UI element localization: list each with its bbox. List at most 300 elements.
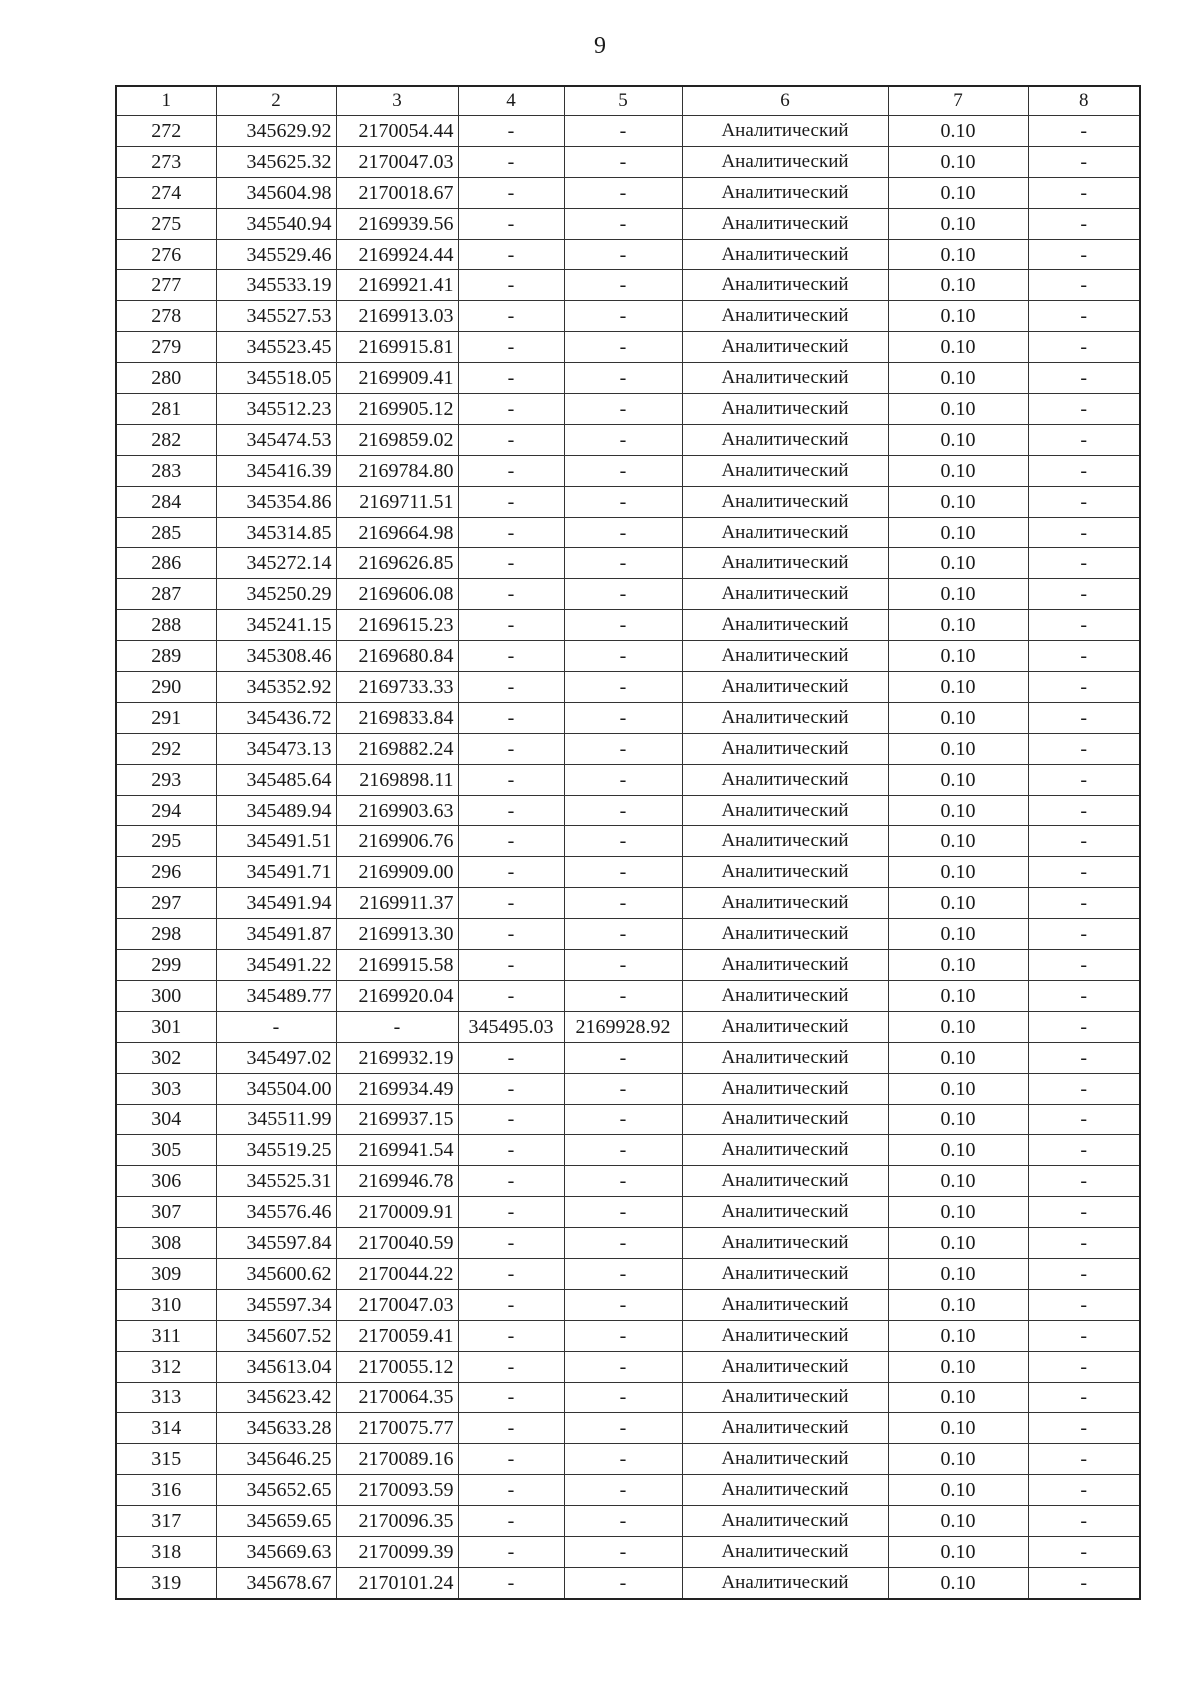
cell-y-coordinate-alt: - [564, 1042, 682, 1073]
cell-accuracy: 0.10 [888, 517, 1028, 548]
cell-x-coordinate: 345314.85 [216, 517, 336, 548]
cell-y-coordinate: 2170018.67 [336, 177, 458, 208]
cell-accuracy: 0.10 [888, 1228, 1028, 1259]
cell-y-coordinate: 2169606.08 [336, 579, 458, 610]
cell-accuracy: 0.10 [888, 301, 1028, 332]
cell-accuracy: 0.10 [888, 980, 1028, 1011]
cell-x-coordinate-alt: - [458, 177, 564, 208]
cell-note: - [1028, 1104, 1140, 1135]
cell-method: Аналитический [682, 1413, 888, 1444]
cell-x-coordinate: 345491.94 [216, 888, 336, 919]
cell-accuracy: 0.10 [888, 270, 1028, 301]
cell-y-coordinate: 2169733.33 [336, 672, 458, 703]
cell-y-coordinate: 2170059.41 [336, 1320, 458, 1351]
table-row [116, 1382, 1140, 1413]
cell-y-coordinate-alt: - [564, 1506, 682, 1537]
cell-y-coordinate-alt: - [564, 641, 682, 672]
table-row [116, 1228, 1140, 1259]
cell-x-coordinate-alt: - [458, 980, 564, 1011]
cell-note: - [1028, 548, 1140, 579]
cell-point-number: 319 [116, 1567, 216, 1598]
cell-method: Аналитический [682, 332, 888, 363]
header-row [116, 86, 1140, 116]
cell-x-coordinate-alt: - [458, 672, 564, 703]
cell-x-coordinate-alt: - [458, 1228, 564, 1259]
cell-x-coordinate-alt: - [458, 424, 564, 455]
cell-x-coordinate-alt: - [458, 857, 564, 888]
cell-point-number: 316 [116, 1475, 216, 1506]
cell-x-coordinate: 345491.71 [216, 857, 336, 888]
cell-y-coordinate-alt: - [564, 1104, 682, 1135]
cell-method: Аналитический [682, 455, 888, 486]
cell-y-coordinate-alt: - [564, 270, 682, 301]
cell-y-coordinate-alt: - [564, 517, 682, 548]
table-row [116, 857, 1140, 888]
cell-point-number: 277 [116, 270, 216, 301]
cell-y-coordinate: 2169711.51 [336, 486, 458, 517]
cell-x-coordinate-alt: - [458, 1258, 564, 1289]
cell-y-coordinate: 2170089.16 [336, 1444, 458, 1475]
cell-accuracy: 0.10 [888, 702, 1028, 733]
cell-x-coordinate: 345646.25 [216, 1444, 336, 1475]
header-col-1: 1 [116, 86, 216, 116]
cell-x-coordinate-alt: - [458, 455, 564, 486]
cell-x-coordinate-alt: - [458, 826, 564, 857]
table-row [116, 239, 1140, 270]
cell-accuracy: 0.10 [888, 208, 1028, 239]
table-row [116, 1289, 1140, 1320]
cell-method: Аналитический [682, 239, 888, 270]
cell-method: Аналитический [682, 517, 888, 548]
table-row [116, 919, 1140, 950]
cell-y-coordinate-alt: - [564, 919, 682, 950]
cell-point-number: 318 [116, 1536, 216, 1567]
cell-accuracy: 0.10 [888, 548, 1028, 579]
cell-y-coordinate: 2169898.11 [336, 764, 458, 795]
cell-note: - [1028, 1413, 1140, 1444]
cell-method: Аналитический [682, 1382, 888, 1413]
table-row [116, 764, 1140, 795]
cell-point-number: 299 [116, 950, 216, 981]
cell-accuracy: 0.10 [888, 672, 1028, 703]
cell-accuracy: 0.10 [888, 424, 1028, 455]
cell-method: Аналитический [682, 950, 888, 981]
cell-y-coordinate-alt: - [564, 1166, 682, 1197]
cell-y-coordinate: 2170044.22 [336, 1258, 458, 1289]
cell-point-number: 276 [116, 239, 216, 270]
cell-method: Аналитический [682, 146, 888, 177]
cell-method: Аналитический [682, 1351, 888, 1382]
cell-note: - [1028, 332, 1140, 363]
cell-x-coordinate-alt: - [458, 1413, 564, 1444]
cell-point-number: 302 [116, 1042, 216, 1073]
cell-point-number: 293 [116, 764, 216, 795]
cell-method: Аналитический [682, 1135, 888, 1166]
cell-x-coordinate-alt: - [458, 1042, 564, 1073]
table-row [116, 1073, 1140, 1104]
cell-note: - [1028, 579, 1140, 610]
cell-x-coordinate-alt: - [458, 579, 564, 610]
table-row [116, 1042, 1140, 1073]
cell-y-coordinate: 2170093.59 [336, 1475, 458, 1506]
cell-x-coordinate-alt: - [458, 1382, 564, 1413]
cell-accuracy: 0.10 [888, 239, 1028, 270]
cell-x-coordinate: 345416.39 [216, 455, 336, 486]
cell-method: Аналитический [682, 1475, 888, 1506]
table-row [116, 1567, 1140, 1598]
table-row [116, 826, 1140, 857]
cell-y-coordinate: 2169859.02 [336, 424, 458, 455]
cell-y-coordinate-alt: - [564, 239, 682, 270]
cell-method: Аналитический [682, 1320, 888, 1351]
cell-point-number: 285 [116, 517, 216, 548]
cell-point-number: 281 [116, 394, 216, 425]
cell-x-coordinate-alt: - [458, 795, 564, 826]
cell-x-coordinate: 345436.72 [216, 702, 336, 733]
cell-method: Аналитический [682, 764, 888, 795]
cell-x-coordinate: 345613.04 [216, 1351, 336, 1382]
cell-accuracy: 0.10 [888, 146, 1028, 177]
cell-y-coordinate-alt: - [564, 548, 682, 579]
cell-y-coordinate-alt: - [564, 486, 682, 517]
cell-method: Аналитический [682, 579, 888, 610]
cell-note: - [1028, 795, 1140, 826]
cell-y-coordinate: 2170064.35 [336, 1382, 458, 1413]
cell-x-coordinate: 345354.86 [216, 486, 336, 517]
cell-point-number: 284 [116, 486, 216, 517]
cell-y-coordinate: 2170054.44 [336, 116, 458, 147]
cell-point-number: 278 [116, 301, 216, 332]
cell-point-number: 296 [116, 857, 216, 888]
cell-x-coordinate: 345489.77 [216, 980, 336, 1011]
cell-method: Аналитический [682, 795, 888, 826]
table-row [116, 177, 1140, 208]
table-row [116, 1104, 1140, 1135]
cell-x-coordinate-alt: - [458, 548, 564, 579]
table-row [116, 455, 1140, 486]
cell-point-number: 272 [116, 116, 216, 147]
cell-note: - [1028, 1073, 1140, 1104]
cell-y-coordinate: 2169913.03 [336, 301, 458, 332]
cell-y-coordinate-alt: - [564, 950, 682, 981]
coordinates-table [115, 85, 1141, 1600]
cell-accuracy: 0.10 [888, 332, 1028, 363]
cell-y-coordinate: 2169924.44 [336, 239, 458, 270]
cell-point-number: 282 [116, 424, 216, 455]
header-col-7: 7 [888, 86, 1028, 116]
cell-point-number: 291 [116, 702, 216, 733]
cell-note: - [1028, 239, 1140, 270]
table-row [116, 1413, 1140, 1444]
cell-x-coordinate: 345250.29 [216, 579, 336, 610]
cell-y-coordinate-alt: - [564, 1382, 682, 1413]
cell-accuracy: 0.10 [888, 950, 1028, 981]
header-col-6: 6 [682, 86, 888, 116]
cell-x-coordinate: 345308.46 [216, 641, 336, 672]
cell-y-coordinate: 2170055.12 [336, 1351, 458, 1382]
cell-y-coordinate-alt: - [564, 1258, 682, 1289]
cell-note: - [1028, 1506, 1140, 1537]
cell-point-number: 315 [116, 1444, 216, 1475]
cell-note: - [1028, 950, 1140, 981]
cell-accuracy: 0.10 [888, 1166, 1028, 1197]
cell-y-coordinate: 2169906.76 [336, 826, 458, 857]
cell-y-coordinate: 2169909.41 [336, 363, 458, 394]
cell-x-coordinate-alt: - [458, 332, 564, 363]
cell-note: - [1028, 1258, 1140, 1289]
cell-y-coordinate: 2169932.19 [336, 1042, 458, 1073]
cell-note: - [1028, 1228, 1140, 1259]
cell-method: Аналитический [682, 548, 888, 579]
cell-point-number: 275 [116, 208, 216, 239]
cell-x-coordinate: 345633.28 [216, 1413, 336, 1444]
cell-x-coordinate-alt: - [458, 363, 564, 394]
cell-x-coordinate: 345652.65 [216, 1475, 336, 1506]
cell-y-coordinate-alt: - [564, 363, 682, 394]
cell-accuracy: 0.10 [888, 579, 1028, 610]
cell-method: Аналитический [682, 1042, 888, 1073]
cell-x-coordinate: 345523.45 [216, 332, 336, 363]
cell-point-number: 273 [116, 146, 216, 177]
cell-method: Аналитический [682, 1444, 888, 1475]
cell-x-coordinate: 345597.84 [216, 1228, 336, 1259]
cell-x-coordinate-alt: - [458, 1073, 564, 1104]
cell-note: - [1028, 486, 1140, 517]
cell-accuracy: 0.10 [888, 919, 1028, 950]
cell-point-number: 279 [116, 332, 216, 363]
cell-x-coordinate-alt: - [458, 1444, 564, 1475]
cell-method: Аналитический [682, 888, 888, 919]
cell-point-number: 297 [116, 888, 216, 919]
table-row [116, 208, 1140, 239]
cell-point-number: 300 [116, 980, 216, 1011]
table-row [116, 517, 1140, 548]
cell-method: Аналитический [682, 1289, 888, 1320]
cell-y-coordinate-alt: - [564, 672, 682, 703]
cell-x-coordinate-alt: - [458, 1351, 564, 1382]
table-row [116, 1444, 1140, 1475]
cell-note: - [1028, 1444, 1140, 1475]
cell-accuracy: 0.10 [888, 1382, 1028, 1413]
cell-y-coordinate-alt: - [564, 1197, 682, 1228]
cell-x-coordinate: 345678.67 [216, 1567, 336, 1598]
cell-note: - [1028, 146, 1140, 177]
cell-y-coordinate: 2169664.98 [336, 517, 458, 548]
cell-y-coordinate-alt: - [564, 764, 682, 795]
cell-method: Аналитический [682, 826, 888, 857]
cell-accuracy: 0.10 [888, 826, 1028, 857]
cell-y-coordinate: 2169941.54 [336, 1135, 458, 1166]
cell-y-coordinate-alt: - [564, 177, 682, 208]
cell-y-coordinate: 2169909.00 [336, 857, 458, 888]
cell-y-coordinate-alt: - [564, 1228, 682, 1259]
cell-x-coordinate-alt: - [458, 1475, 564, 1506]
cell-note: - [1028, 363, 1140, 394]
cell-x-coordinate: 345659.65 [216, 1506, 336, 1537]
cell-y-coordinate: 2169934.49 [336, 1073, 458, 1104]
cell-point-number: 280 [116, 363, 216, 394]
cell-method: Аналитический [682, 610, 888, 641]
cell-accuracy: 0.10 [888, 1042, 1028, 1073]
cell-method: Аналитический [682, 672, 888, 703]
cell-accuracy: 0.10 [888, 857, 1028, 888]
table-row [116, 1011, 1140, 1042]
table-row [116, 486, 1140, 517]
cell-accuracy: 0.10 [888, 1135, 1028, 1166]
cell-method: Аналитический [682, 177, 888, 208]
cell-x-coordinate: 345485.64 [216, 764, 336, 795]
cell-method: Аналитический [682, 1567, 888, 1598]
cell-method: Аналитический [682, 980, 888, 1011]
cell-point-number: 286 [116, 548, 216, 579]
table-row [116, 672, 1140, 703]
cell-x-coordinate: 345491.22 [216, 950, 336, 981]
table-row [116, 733, 1140, 764]
cell-x-coordinate-alt: - [458, 270, 564, 301]
table-row [116, 950, 1140, 981]
cell-y-coordinate-alt: - [564, 795, 682, 826]
cell-y-coordinate-alt: - [564, 424, 682, 455]
cell-accuracy: 0.10 [888, 795, 1028, 826]
cell-x-coordinate: 345527.53 [216, 301, 336, 332]
table-row [116, 394, 1140, 425]
cell-x-coordinate: 345491.87 [216, 919, 336, 950]
cell-note: - [1028, 116, 1140, 147]
cell-method: Аналитический [682, 1073, 888, 1104]
cell-accuracy: 0.10 [888, 1444, 1028, 1475]
cell-point-number: 287 [116, 579, 216, 610]
cell-note: - [1028, 1536, 1140, 1567]
cell-accuracy: 0.10 [888, 455, 1028, 486]
cell-y-coordinate-alt: - [564, 1351, 682, 1382]
cell-y-coordinate: 2169882.24 [336, 733, 458, 764]
cell-x-coordinate-alt: - [458, 888, 564, 919]
cell-point-number: 298 [116, 919, 216, 950]
cell-accuracy: 0.10 [888, 1289, 1028, 1320]
cell-note: - [1028, 1351, 1140, 1382]
cell-accuracy: 0.10 [888, 764, 1028, 795]
cell-y-coordinate-alt: - [564, 1413, 682, 1444]
cell-point-number: 292 [116, 733, 216, 764]
cell-accuracy: 0.10 [888, 363, 1028, 394]
cell-y-coordinate: 2170075.77 [336, 1413, 458, 1444]
cell-point-number: 283 [116, 455, 216, 486]
cell-method: Аналитический [682, 301, 888, 332]
cell-x-coordinate-alt: - [458, 764, 564, 795]
cell-note: - [1028, 857, 1140, 888]
table-row [116, 1258, 1140, 1289]
cell-accuracy: 0.10 [888, 1413, 1028, 1444]
cell-y-coordinate-alt: - [564, 394, 682, 425]
cell-point-number: 309 [116, 1258, 216, 1289]
cell-accuracy: 0.10 [888, 1073, 1028, 1104]
cell-note: - [1028, 1320, 1140, 1351]
cell-x-coordinate-alt: - [458, 610, 564, 641]
cell-y-coordinate-alt: - [564, 733, 682, 764]
cell-method: Аналитический [682, 363, 888, 394]
cell-accuracy: 0.10 [888, 1567, 1028, 1598]
cell-note: - [1028, 1166, 1140, 1197]
table-row [116, 888, 1140, 919]
cell-x-coordinate-alt: - [458, 1166, 564, 1197]
cell-accuracy: 0.10 [888, 641, 1028, 672]
cell-x-coordinate-alt: - [458, 1289, 564, 1320]
cell-x-coordinate: 345607.52 [216, 1320, 336, 1351]
cell-note: - [1028, 270, 1140, 301]
cell-note: - [1028, 826, 1140, 857]
table-row [116, 301, 1140, 332]
table-row [116, 363, 1140, 394]
cell-x-coordinate: 345540.94 [216, 208, 336, 239]
cell-point-number: 301 [116, 1011, 216, 1042]
cell-y-coordinate-alt: - [564, 610, 682, 641]
cell-point-number: 306 [116, 1166, 216, 1197]
cell-method: Аналитический [682, 1011, 888, 1042]
cell-method: Аналитический [682, 1506, 888, 1537]
cell-y-coordinate-alt: - [564, 1444, 682, 1475]
cell-method: Аналитический [682, 424, 888, 455]
cell-y-coordinate-alt: - [564, 1475, 682, 1506]
cell-y-coordinate: 2169833.84 [336, 702, 458, 733]
cell-y-coordinate: 2169615.23 [336, 610, 458, 641]
cell-point-number: 311 [116, 1320, 216, 1351]
cell-accuracy: 0.10 [888, 1258, 1028, 1289]
cell-x-coordinate: 345491.51 [216, 826, 336, 857]
cell-note: - [1028, 1289, 1140, 1320]
cell-y-coordinate: 2169784.80 [336, 455, 458, 486]
table-row [116, 641, 1140, 672]
cell-x-coordinate-alt: - [458, 950, 564, 981]
cell-note: - [1028, 702, 1140, 733]
cell-accuracy: 0.10 [888, 610, 1028, 641]
table-row [116, 1351, 1140, 1382]
cell-note: - [1028, 888, 1140, 919]
table-row [116, 332, 1140, 363]
cell-accuracy: 0.10 [888, 394, 1028, 425]
cell-accuracy: 0.10 [888, 1011, 1028, 1042]
cell-x-coordinate-alt: - [458, 517, 564, 548]
table-row [116, 795, 1140, 826]
cell-accuracy: 0.10 [888, 177, 1028, 208]
cell-x-coordinate: 345474.53 [216, 424, 336, 455]
cell-x-coordinate-alt: - [458, 208, 564, 239]
cell-y-coordinate: - [336, 1011, 458, 1042]
cell-x-coordinate-alt: - [458, 301, 564, 332]
cell-accuracy: 0.10 [888, 888, 1028, 919]
cell-y-coordinate: 2170047.03 [336, 1289, 458, 1320]
cell-y-coordinate-alt: - [564, 116, 682, 147]
cell-y-coordinate: 2170040.59 [336, 1228, 458, 1259]
cell-point-number: 313 [116, 1382, 216, 1413]
cell-x-coordinate: 345669.63 [216, 1536, 336, 1567]
header-col-3: 3 [336, 86, 458, 116]
table-row [116, 1166, 1140, 1197]
cell-y-coordinate: 2169920.04 [336, 980, 458, 1011]
cell-method: Аналитический [682, 1258, 888, 1289]
cell-x-coordinate: 345518.05 [216, 363, 336, 394]
cell-y-coordinate-alt: - [564, 1289, 682, 1320]
cell-x-coordinate: 345625.32 [216, 146, 336, 177]
cell-y-coordinate: 2169915.58 [336, 950, 458, 981]
cell-method: Аналитический [682, 919, 888, 950]
cell-x-coordinate-alt: - [458, 239, 564, 270]
header-col-2: 2 [216, 86, 336, 116]
cell-accuracy: 0.10 [888, 116, 1028, 147]
cell-note: - [1028, 733, 1140, 764]
cell-accuracy: 0.10 [888, 1197, 1028, 1228]
table-row [116, 424, 1140, 455]
cell-x-coordinate: 345519.25 [216, 1135, 336, 1166]
